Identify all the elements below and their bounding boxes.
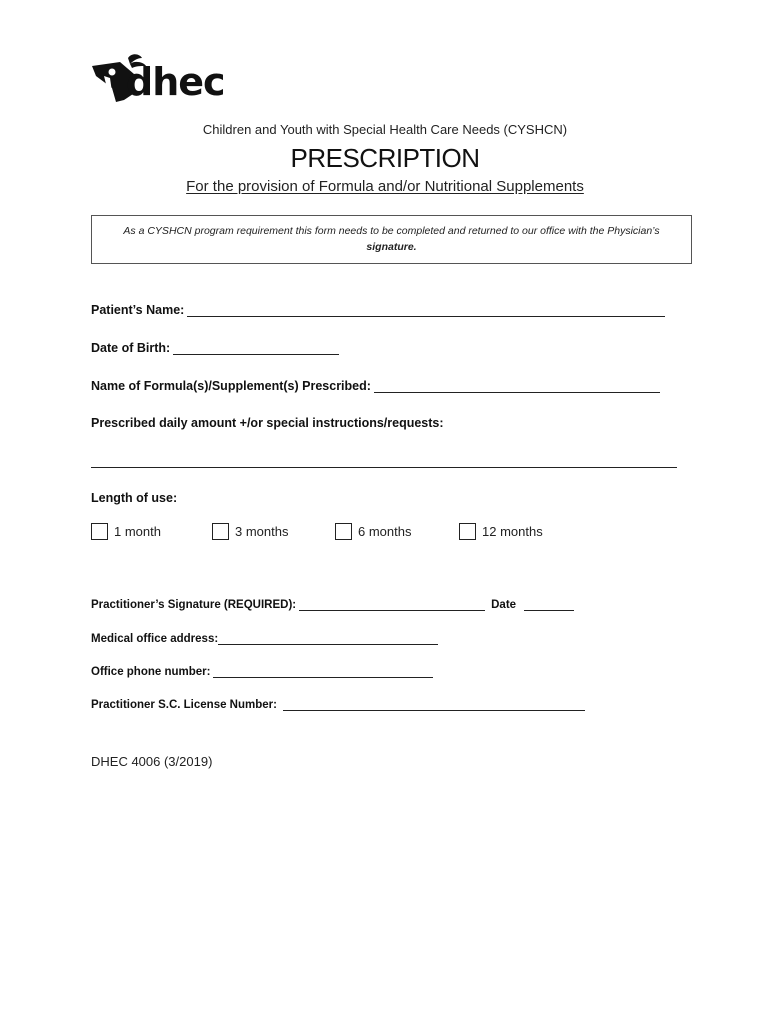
checkbox-6-months[interactable] bbox=[335, 523, 352, 540]
signature-label: Practitioner’s Signature (REQUIRED): bbox=[91, 599, 297, 611]
license-row bbox=[91, 696, 585, 711]
logo-text: dhec bbox=[126, 60, 225, 104]
date-field[interactable] bbox=[524, 596, 574, 611]
option-label: 3 months bbox=[235, 524, 289, 539]
dob-label: Date of Birth: bbox=[91, 341, 171, 355]
formula-row bbox=[91, 378, 660, 393]
option-label: 12 months bbox=[482, 524, 543, 539]
length-of-use-label: Length of use: bbox=[91, 491, 178, 505]
option-12-months[interactable] bbox=[459, 523, 543, 540]
office-address-label: Medical office address: bbox=[91, 633, 219, 645]
patient-name-row bbox=[91, 302, 665, 317]
program-name: Children and Youth with Special Health Care Needs (CYSHCN) bbox=[202, 122, 568, 137]
office-phone-field[interactable] bbox=[213, 663, 433, 678]
date-label: Date bbox=[491, 599, 517, 611]
signature-field[interactable] bbox=[299, 596, 485, 611]
daily-amount-row bbox=[91, 416, 444, 430]
option-6-months[interactable] bbox=[335, 523, 411, 540]
page-subtitle: For the provision of Formula and/or Nutritional Supplements bbox=[186, 178, 584, 195]
notice-box bbox=[91, 215, 692, 264]
patient-name-label: Patient’s Name: bbox=[91, 303, 185, 317]
office-phone-label: Office phone number: bbox=[91, 666, 211, 678]
license-label: Practitioner S.C. License Number: bbox=[91, 699, 277, 711]
office-address-field[interactable] bbox=[218, 630, 438, 645]
checkbox-3-months[interactable] bbox=[212, 523, 229, 540]
checkbox-1-month[interactable] bbox=[91, 523, 108, 540]
length-of-use-row bbox=[91, 491, 177, 505]
formula-label: Name of Formula(s)/Supplement(s) Prescribed: bbox=[91, 379, 371, 393]
office-phone-row bbox=[91, 663, 433, 678]
office-address-row bbox=[91, 630, 438, 645]
daily-amount-label: Prescribed daily amount +/or special instructions/requests: bbox=[91, 416, 444, 430]
page-title: PRESCRIPTION bbox=[290, 143, 480, 173]
option-label: 6 months bbox=[358, 524, 412, 539]
license-field[interactable] bbox=[283, 696, 585, 711]
dob-row bbox=[91, 340, 339, 355]
option-1-month[interactable] bbox=[91, 523, 161, 540]
dob-field[interactable] bbox=[173, 340, 339, 355]
patient-name-field[interactable] bbox=[187, 302, 665, 317]
option-label: 1 month bbox=[114, 524, 161, 539]
formula-field[interactable] bbox=[374, 378, 660, 393]
option-3-months[interactable] bbox=[212, 523, 288, 540]
notice-text: As a CYSHCN program requirement this form needs to be completed and returned to our office with the Physician’s bbox=[123, 225, 660, 237]
signature-row bbox=[91, 596, 574, 611]
notice-bold-text: signature. bbox=[366, 241, 417, 253]
checkbox-12-months[interactable] bbox=[459, 523, 476, 540]
form-code: DHEC 4006 (3/2019) bbox=[91, 754, 213, 769]
dhec-logo bbox=[90, 52, 230, 108]
daily-amount-field[interactable] bbox=[91, 467, 677, 468]
